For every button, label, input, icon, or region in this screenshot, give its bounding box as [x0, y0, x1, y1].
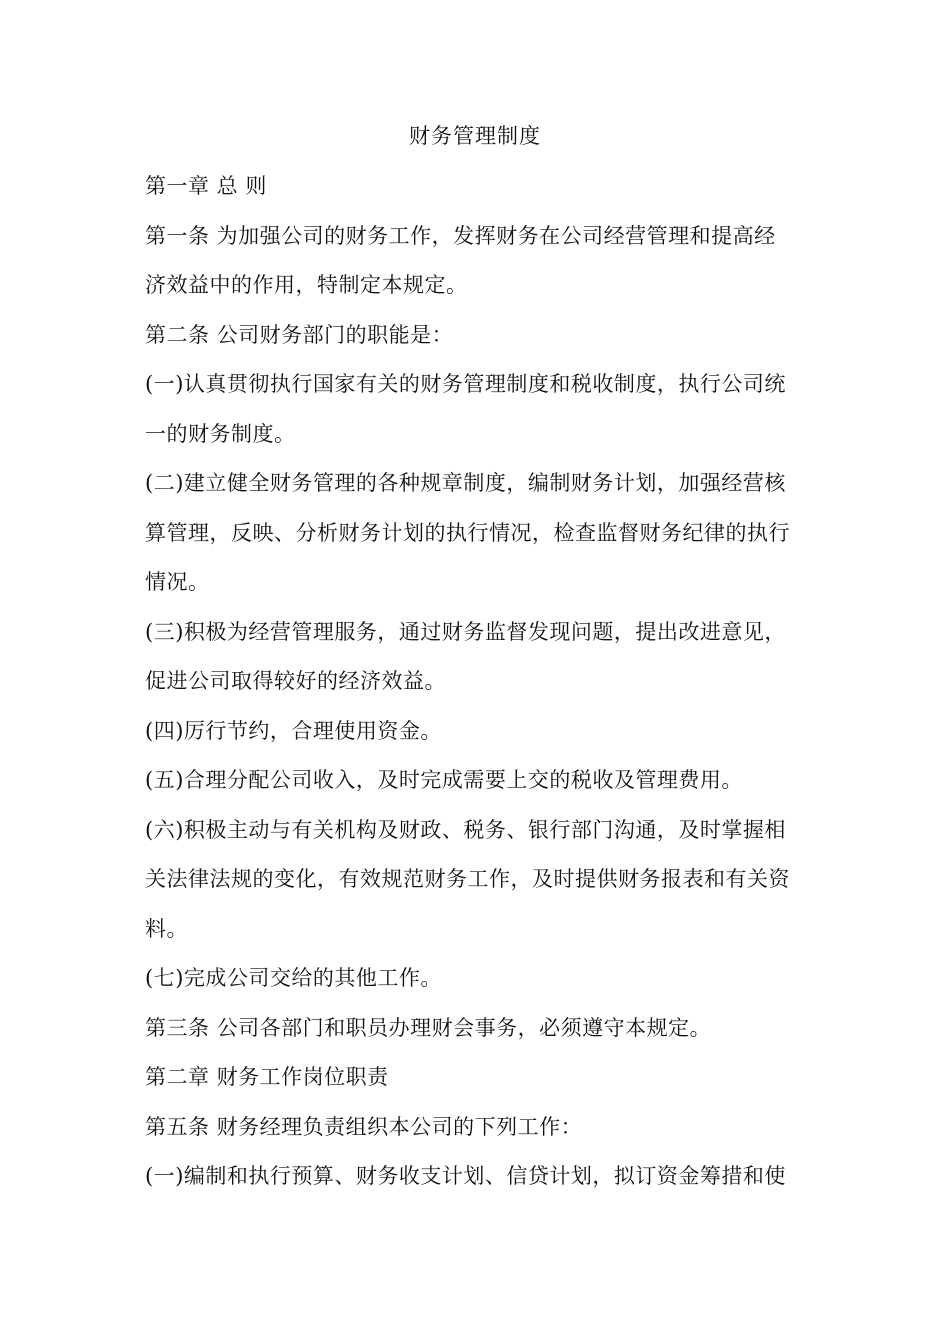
article-line: 第五条 财务经理负责组织本公司的下列工作：	[145, 1114, 583, 1139]
list-item-line: (三)积极为经营管理服务，通过财务监督发现问题，提出改进意见，	[145, 619, 786, 644]
list-item-line: 关法律法规的变化，有效规范财务工作，及时提供财务报表和有关资	[145, 867, 790, 891]
chapter-heading: 第一章 总 则	[145, 174, 267, 198]
list-item-line: 料。	[145, 916, 188, 941]
document-body	[145, 166, 811, 1206]
list-item-line: (四)厉行节约，合理使用资金。	[145, 718, 442, 743]
list-item-line: (五)合理分配公司收入，及时完成需要上交的税收及管理费用。	[145, 768, 743, 792]
list-item-line: (一)编制和执行预算、财务收支计划、信贷计划，拟订资金筹措和使	[145, 1164, 786, 1188]
document-title: 财务管理制度	[409, 124, 541, 148]
list-item-line: 算管理，反映、分析财务计划的执行情况，检查监督财务纪律的执行	[145, 520, 790, 545]
chapter-heading: 第二章 财务工作岗位职责	[145, 1065, 389, 1089]
article-line: 第二条 公司财务部门的职能是：	[145, 322, 454, 347]
article-line: 第一条 为加强公司的财务工作，发挥财务在公司经营管理和提高经	[145, 223, 776, 248]
list-item-line: 情况。	[145, 570, 210, 594]
article-line: 第三条 公司各部门和职员办理财会事务，必须遵守本规定。	[145, 1015, 712, 1040]
list-item-line: 一的财务制度。	[145, 421, 296, 446]
list-item-line: (二)建立健全财务管理的各种规章制度，编制财务计划，加强经营核	[145, 471, 786, 495]
list-item-line: (一)认真贯彻执行国家有关的财务管理制度和税收制度，执行公司统	[145, 372, 786, 396]
list-item-line: (七)完成公司交给的其他工作。	[145, 966, 442, 990]
article-line: 济效益中的作用，特制定本规定。	[145, 273, 468, 297]
list-item-line: 促进公司取得较好的经济效益。	[145, 669, 446, 693]
list-item-line: (六)积极主动与有关机构及财政、税务、银行部门沟通，及时掌握相	[145, 817, 786, 842]
